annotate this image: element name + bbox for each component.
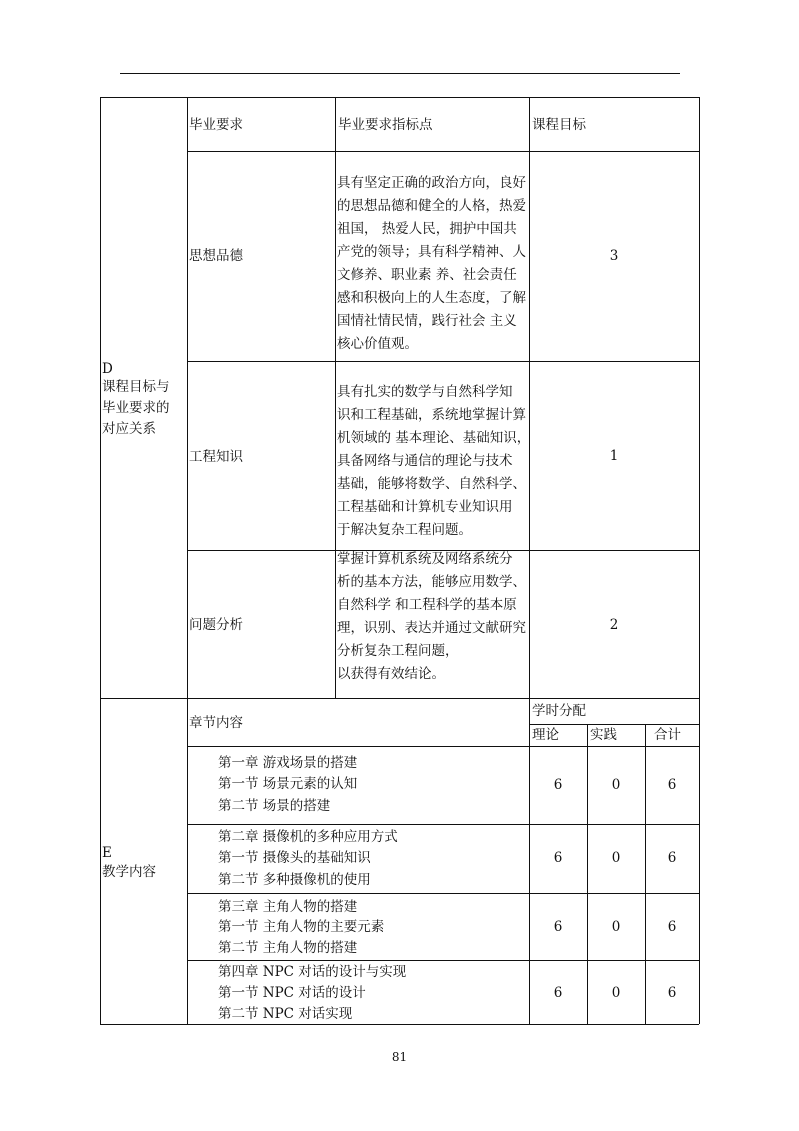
section-title: 第一节 NPC 对话的设计 (218, 985, 366, 1001)
indicator-cell: 掌握计算机系统及网络系统分 析的基本方法，能够应用数学、 自然科学 和工程科学的基本原 理，识别、表达并通过文献研究 分析复杂工程问题， 以获得有效结论。 (337, 551, 526, 682)
table-right-border (699, 97, 700, 1024)
practice-hours: 0 (611, 777, 621, 793)
d-col-divider-1 (335, 97, 336, 698)
d-header-divider (187, 151, 699, 152)
practice-hours: 0 (611, 919, 621, 935)
section-d-letter: D (102, 361, 113, 377)
practice-hours: 0 (611, 985, 621, 1001)
chapter-title: 第二章 摄像机的多种应用方式 (218, 829, 398, 845)
header-hours-allocation: 学时分配 (532, 703, 586, 719)
header-theory: 理论 (532, 727, 559, 743)
section-d-label-line-1: 课程目标与 (102, 379, 170, 395)
table-top-border (100, 97, 699, 98)
section-d-label-line-2: 毕业要求的 (102, 400, 170, 416)
chapter-title: 第四章 NPC 对话的设计与实现 (218, 964, 407, 980)
total-hours: 6 (667, 919, 677, 935)
e-ch1-divider (187, 824, 699, 825)
section-divider (100, 698, 699, 699)
goal-cell: 3 (609, 248, 619, 264)
page-number: 81 (391, 1050, 408, 1064)
requirement-cell: 问题分析 (189, 617, 243, 633)
header-requirement: 毕业要求 (189, 117, 243, 133)
header-indicator: 毕业要求指标点 (338, 117, 433, 133)
header-practice: 实践 (590, 727, 617, 743)
header-rule (120, 73, 680, 74)
section-e-letter: E (102, 845, 112, 861)
e-header-divider (187, 746, 699, 747)
indicator-cell: 具有坚定正确的政治方向，良好 的思想品德和健全的人格，热爱 祖国， 热爱人民，拥护中国共 产党的领导；具有科学精神、人 文修养、职业素 养、社会责任 感和积极向上的人生态度，了解 国情社情民情，践行社会 主义 核心价值观。 (337, 175, 526, 352)
total-hours: 6 (667, 777, 677, 793)
goal-cell: 2 (609, 617, 619, 633)
section-title: 第一节 主角人物的主要元素 (218, 919, 385, 935)
e-col-theory-left (529, 724, 530, 1024)
section-title: 第二节 主角人物的搭建 (218, 940, 358, 956)
d-row1-divider (187, 361, 699, 362)
requirement-cell: 工程知识 (189, 449, 243, 465)
chapter-title: 第一章 游戏场景的搭建 (218, 755, 358, 771)
indicator-cell: 具有扎实的数学与自然科学知 识和工程基础，系统地掌握计算 机领域的 基本理论、基础知识， 具备网络与通信的理论与技术 基础，能够将数学、自然科学、 工程基础和计算机专业知识用 于解决复杂工程问题。 (337, 384, 531, 538)
section-e-label: 教学内容 (102, 864, 156, 880)
total-hours: 6 (667, 850, 677, 866)
section-title: 第二节 场景的搭建 (218, 798, 331, 814)
label-column-divider (187, 97, 188, 1024)
table-left-border (100, 97, 101, 1024)
section-title: 第一节 摄像头的基础知识 (218, 850, 371, 866)
theory-hours: 6 (553, 985, 563, 1001)
header-goal: 课程目标 (532, 117, 586, 133)
theory-hours: 6 (553, 777, 563, 793)
section-title: 第二节 NPC 对话实现 (218, 1006, 353, 1022)
chapter-title: 第三章 主角人物的搭建 (218, 899, 358, 915)
table-bottom-border (100, 1024, 699, 1025)
e-col-practice-left (587, 724, 588, 1024)
section-title: 第二节 多种摄像机的使用 (218, 872, 371, 888)
practice-hours: 0 (611, 850, 621, 866)
theory-hours: 6 (553, 919, 563, 935)
header-chapter-content: 章节内容 (189, 715, 243, 731)
theory-hours: 6 (553, 850, 563, 866)
e-col-total-left (645, 724, 646, 1024)
section-title: 第一节 场景元素的认知 (218, 776, 358, 792)
e-ch2-divider (187, 893, 699, 894)
total-hours: 6 (667, 985, 677, 1001)
header-total: 合计 (654, 727, 681, 743)
requirement-cell: 思想品德 (189, 248, 243, 264)
section-d-label-line-3: 对应关系 (102, 421, 156, 437)
goal-cell: 1 (609, 448, 619, 464)
